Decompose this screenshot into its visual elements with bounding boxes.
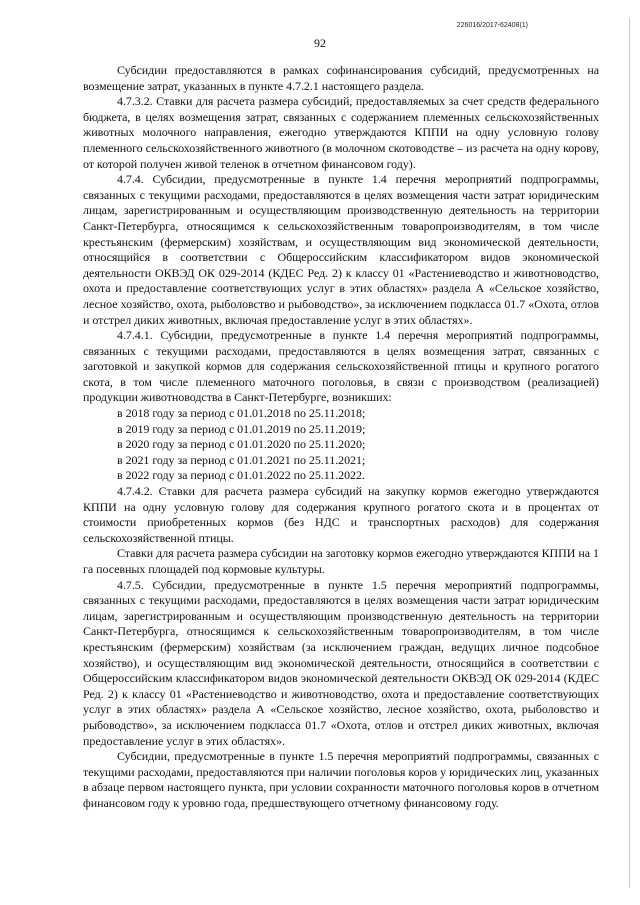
page-number: 92 [314, 36, 326, 50]
paragraph: Субсидии предоставляются в рамках софинансирования субсидий, предусмотренных на возмещение затрат, указанных в пункте 4.7.2.1 настоящего раздела. [83, 63, 599, 93]
scan-edge-line [629, 18, 630, 888]
paragraph: 4.7.4.1. Субсидии, предусмотренные в пункте 1.4 перечня мероприятий подпрограммы, связанных с текущими расходами, предоставляются в целях возмещения затрат, связанных с заготовкой и закупкой кормов для содержания сельскохозяйственной птицы и крупного рогатого скота, в том числе племенного маточного поголовья, в связи с производством (реализацией) продукции животноводства в Санкт-Петербурге, возникших: [83, 328, 599, 405]
paragraph: 4.7.5. Субсидии, предусмотренные в пункте 1.5 перечня мероприятий подпрограммы, связанных с текущими расходами, предоставляются в целях возмещения части затрат юридическим лицам, зарегистрированным и осуществляющим производственную деятельность на территории Санкт-Петербурга, относящимся к сельскохозяйственным товаропроизводителям, в том числе крестьянским (фермерским) хозяйствам (за исключением граждан, ведущих личное подсобное хозяйство), и осуществляющим вид экономической деятельности, относящийся в соответствии с Общероссийским классификатором видов экономической деятельности ОКВЭД ОК 029-2014 (КДЕС Ред. 2) к классу 01 «Растениеводство и животноводство, охота и предоставление соответствующих услуг в этих областях» раздела А «Сельское хозяйство, лесное хозяйство, охота, рыболовство и рыбоводство», за исключением подкласса 01.7 «Охота, отлов и отстрел диких животных, включая предоставление услуг в этих областях». [83, 577, 599, 748]
period-list-item: в 2022 году за период с 01.01.2022 по 25.11.2022. [117, 468, 365, 483]
paragraph: Ставки для расчета размера субсидии на заготовку кормов ежегодно утверждаются КППИ на 1 га посевных площадей под кормовые культуры. [83, 546, 599, 576]
period-list-item: в 2021 году за период с 01.01.2021 по 25.11.2021; [117, 452, 366, 467]
period-list-item: в 2020 году за период с 01.01.2020 по 25.11.2020; [117, 437, 366, 452]
paragraph: 4.7.3.2. Ставки для расчета размера субсидий, предоставляемых за счет средств федерального бюджета, в целях возмещения затрат, связанных с содержанием племенных сельскохозяйственных животных молочного направления, ежегодно утверждаются КППИ на одну условную голову племенного сельскохозяйственного животного (в молочном скотоводстве – из расчета на одну корову, от которой получен живой теленок в отчетном финансовом году). [83, 94, 599, 171]
period-list-item: в 2018 году за период с 01.01.2018 по 25.11.2018; [117, 406, 366, 421]
paragraph: 4.7.4.2. Ставки для расчета размера субсидий на закупку кормов ежегодно утверждаются КППИ на одну условную голову для содержания крупного рогатого скота и в процентах от стоимости приобретенных кормов (без НДС и транспортных расходов) для содержания сельскохозяйственной птицы. [83, 484, 599, 545]
paragraph: 4.7.4. Субсидии, предусмотренные в пункте 1.4 перечня мероприятий подпрограммы, связанных с текущими расходами, предоставляются в целях возмещения части затрат юридическим лицам, зарегистрированным и осуществляющим производственную деятельность на территории Санкт-Петербурга, относящимся к сельскохозяйственным товаропроизводителям, в том числе крестьянским (фермерским) хозяйствам, и осуществляющим вид экономической деятельности, относящийся в соответствии с Общероссийским классификатором видов экономической деятельности ОКВЭД ОК 029-2014 (КДЕС Ред. 2) к классу 01 «Растениеводство и животноводство, охота и предоставление соответствующих услуг в этих областях» раздела А «Сельское хозяйство, лесное хозяйство, охота, рыболовство и рыбоводство», за исключением подкласса 01.7 «Охота, отлов и отстрел диких животных, включая предоставление услуг в этих областях». [83, 172, 599, 327]
paragraph: Субсидии, предусмотренные в пункте 1.5 перечня мероприятий подпрограммы, связанных с текущими расходами, предоставляются при наличии поголовья коров у юридических лиц, указанных в абзаце первом настоящего пункта, при условии сохранности маточного поголовья коров в отчетном финансовом году к уровню года, предшествующего отчетному финансовому году. [83, 749, 599, 810]
document-body [83, 63, 599, 812]
period-list-item: в 2019 году за период с 01.01.2019 по 25.11.2019; [117, 421, 366, 436]
document-id: 226016/2017-62408(1) [456, 22, 528, 29]
